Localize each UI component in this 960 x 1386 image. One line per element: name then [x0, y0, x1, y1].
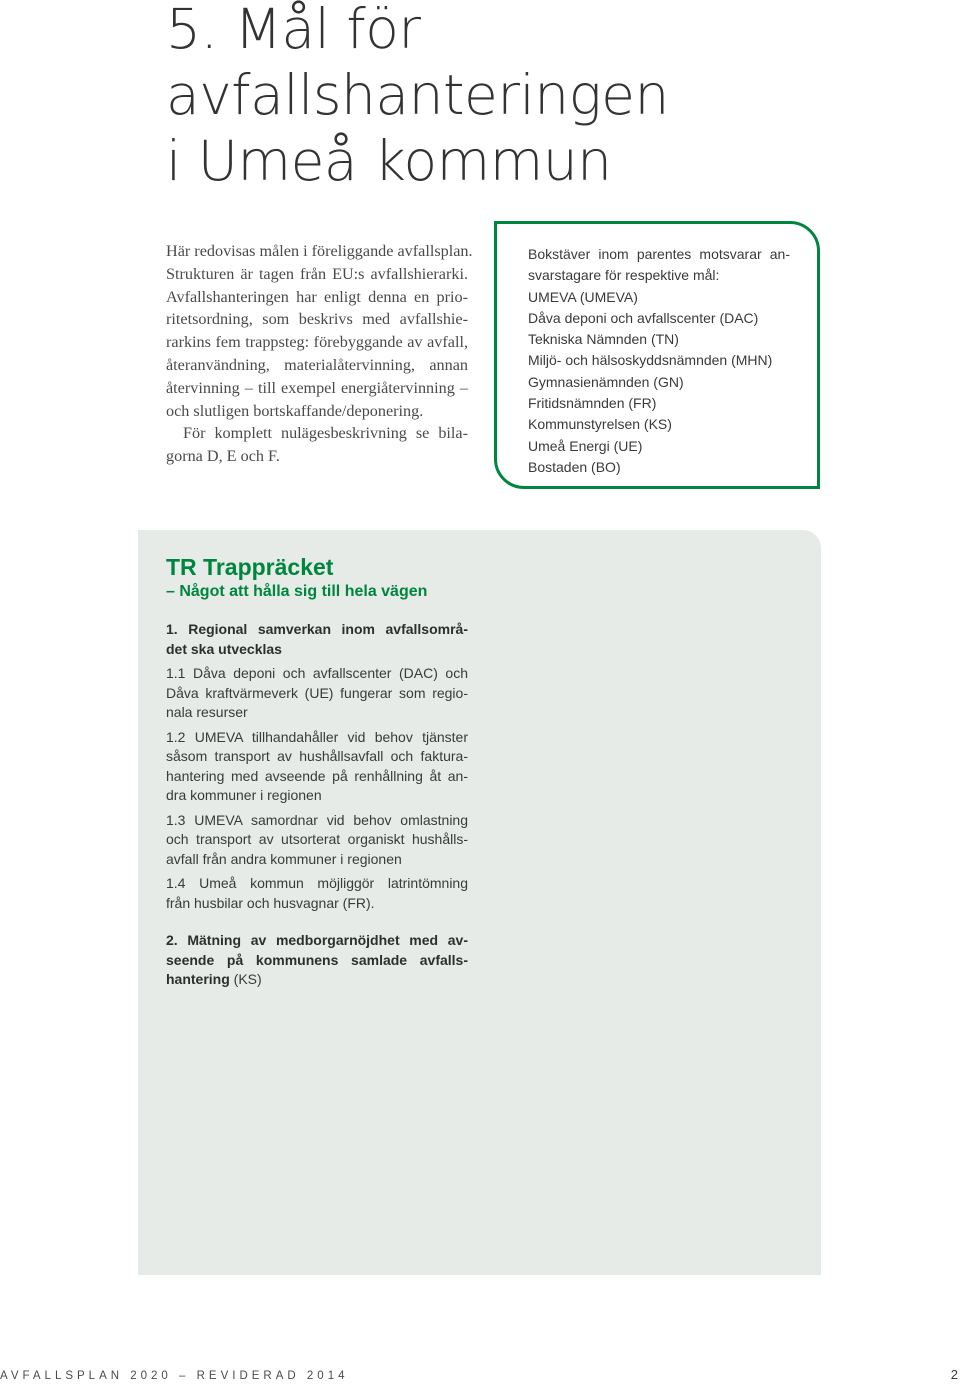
- goal-heading-line: seende på kommunens samlade avfalls-: [166, 951, 468, 968]
- responsibility-legend-box: [494, 221, 820, 489]
- footer-running-title: AVFALLSPLAN 2020 – REVIDERAD 2014: [0, 1370, 349, 1382]
- legend-item: Umeå Energi (UE): [528, 437, 643, 454]
- page-title: [166, 0, 669, 194]
- goal-text-line: och transport av utsorterat organiskt hushålls-: [166, 831, 468, 847]
- goal-text-line: Dåva kraftvärmeverk (UE) fungerar som regio-: [166, 684, 468, 701]
- intro-line: och slutligen bortskaffande/deponering.: [166, 401, 424, 420]
- goal-responsible-tag: (KS): [229, 971, 262, 987]
- goal-text-line: 1.2 UMEVA tillhandahåller vid behov tjänster: [166, 728, 468, 745]
- page-title-line: 5. Mål för: [166, 0, 421, 61]
- legend-item: Tekniska Nämnden (TN): [528, 331, 679, 348]
- legend-item: Gymnasienämnden (GN): [528, 373, 684, 390]
- goal-heading-line: 2. Mätning av medborgarnöjdhet med av-: [166, 932, 468, 948]
- page-number: 2: [950, 1367, 958, 1382]
- intro-line: gorna D, E och F.: [166, 447, 280, 466]
- goal-1-4: [166, 874, 468, 913]
- goal-heading-last-word: hantering: [166, 971, 230, 987]
- intro-line: återvinning – till exempel energiåtervinning –: [166, 378, 468, 397]
- panel-subtitle: – Något att hålla sig till hela vägen: [166, 583, 428, 600]
- intro-line: För komplett nulägesbeskrivning se bila-: [183, 424, 468, 443]
- legend-intro-line: Bokstäver inom parentes motsvarar an-: [528, 246, 790, 262]
- legend-item: Dåva deponi och avfallscenter (DAC): [528, 309, 759, 326]
- goal-heading-line: det ska utvecklas: [166, 640, 282, 657]
- panel-title: TR Trappräcket: [166, 554, 334, 580]
- intro-line: Här redovisas målen i föreliggande avfallsplan.: [166, 242, 473, 260]
- goal-1-3: [166, 811, 468, 870]
- goal-text-line: hantering med avseende på renhållning åt an-: [166, 767, 468, 784]
- goal-text-line: 1.1 Dåva deponi och avfallscenter (DAC) och: [166, 665, 468, 681]
- legend-item: Kommunstyrelsen (KS): [528, 416, 672, 433]
- goal-text-line: nala resurser: [166, 704, 248, 720]
- goals-list: [166, 620, 468, 995]
- intro-line: Avfallshanteringen har enligt denna en prio-: [166, 287, 468, 306]
- legend-item: Bostaden (BO): [528, 458, 621, 475]
- goal-heading-line: 1. Regional samverkan inom avfallsområ-: [166, 621, 468, 637]
- intro-line: ritetsordning, som beskrivs med avfallshie-: [166, 310, 468, 329]
- goal-1-heading: [166, 620, 468, 659]
- intro-text: [166, 240, 473, 468]
- intro-paragraph: [166, 240, 473, 422]
- goal-heading-line: [166, 970, 468, 990]
- intro-paragraph-reference: [166, 422, 468, 468]
- page-title-line: avfallshanteringen: [166, 63, 669, 127]
- legend-item: Fritidsnämnden (FR): [528, 395, 657, 412]
- intro-line: rarkins fem trappsteg: förebyggande av avfall,: [166, 333, 468, 352]
- legend-intro-line: svarstagare för respektive mål:: [528, 267, 720, 284]
- goal-1-1: [166, 664, 468, 723]
- legend-item: Miljö- och hälsoskyddsnämnden (MHN): [528, 352, 773, 369]
- goal-text-line: såsom transport av hushållsavfall och faktura-: [166, 748, 468, 764]
- goal-text-line: 1.4 Umeå kommun möjliggör latrintömning: [166, 875, 468, 891]
- goal-text-line: 1.3 UMEVA samordnar vid behov omlastning: [166, 811, 468, 828]
- goal-2-heading: [166, 931, 468, 990]
- goal-text-line: dra kommuner i regionen: [166, 787, 322, 803]
- legend-item: UMEVA (UMEVA): [528, 288, 638, 305]
- page-title-line: i Umeå kommun: [166, 129, 612, 193]
- intro-line: återanvändning, materialåtervinning, annan: [166, 355, 468, 374]
- legend-list: [528, 244, 790, 478]
- intro-line: Strukturen är tagen från EU:s avfallshierarki.: [166, 264, 468, 283]
- goal-1-2: [166, 728, 468, 806]
- goal-text-line: från husbilar och husvagnar (FR).: [166, 894, 375, 911]
- goal-text-line: avfall från andra kommuner i regionen: [166, 850, 402, 867]
